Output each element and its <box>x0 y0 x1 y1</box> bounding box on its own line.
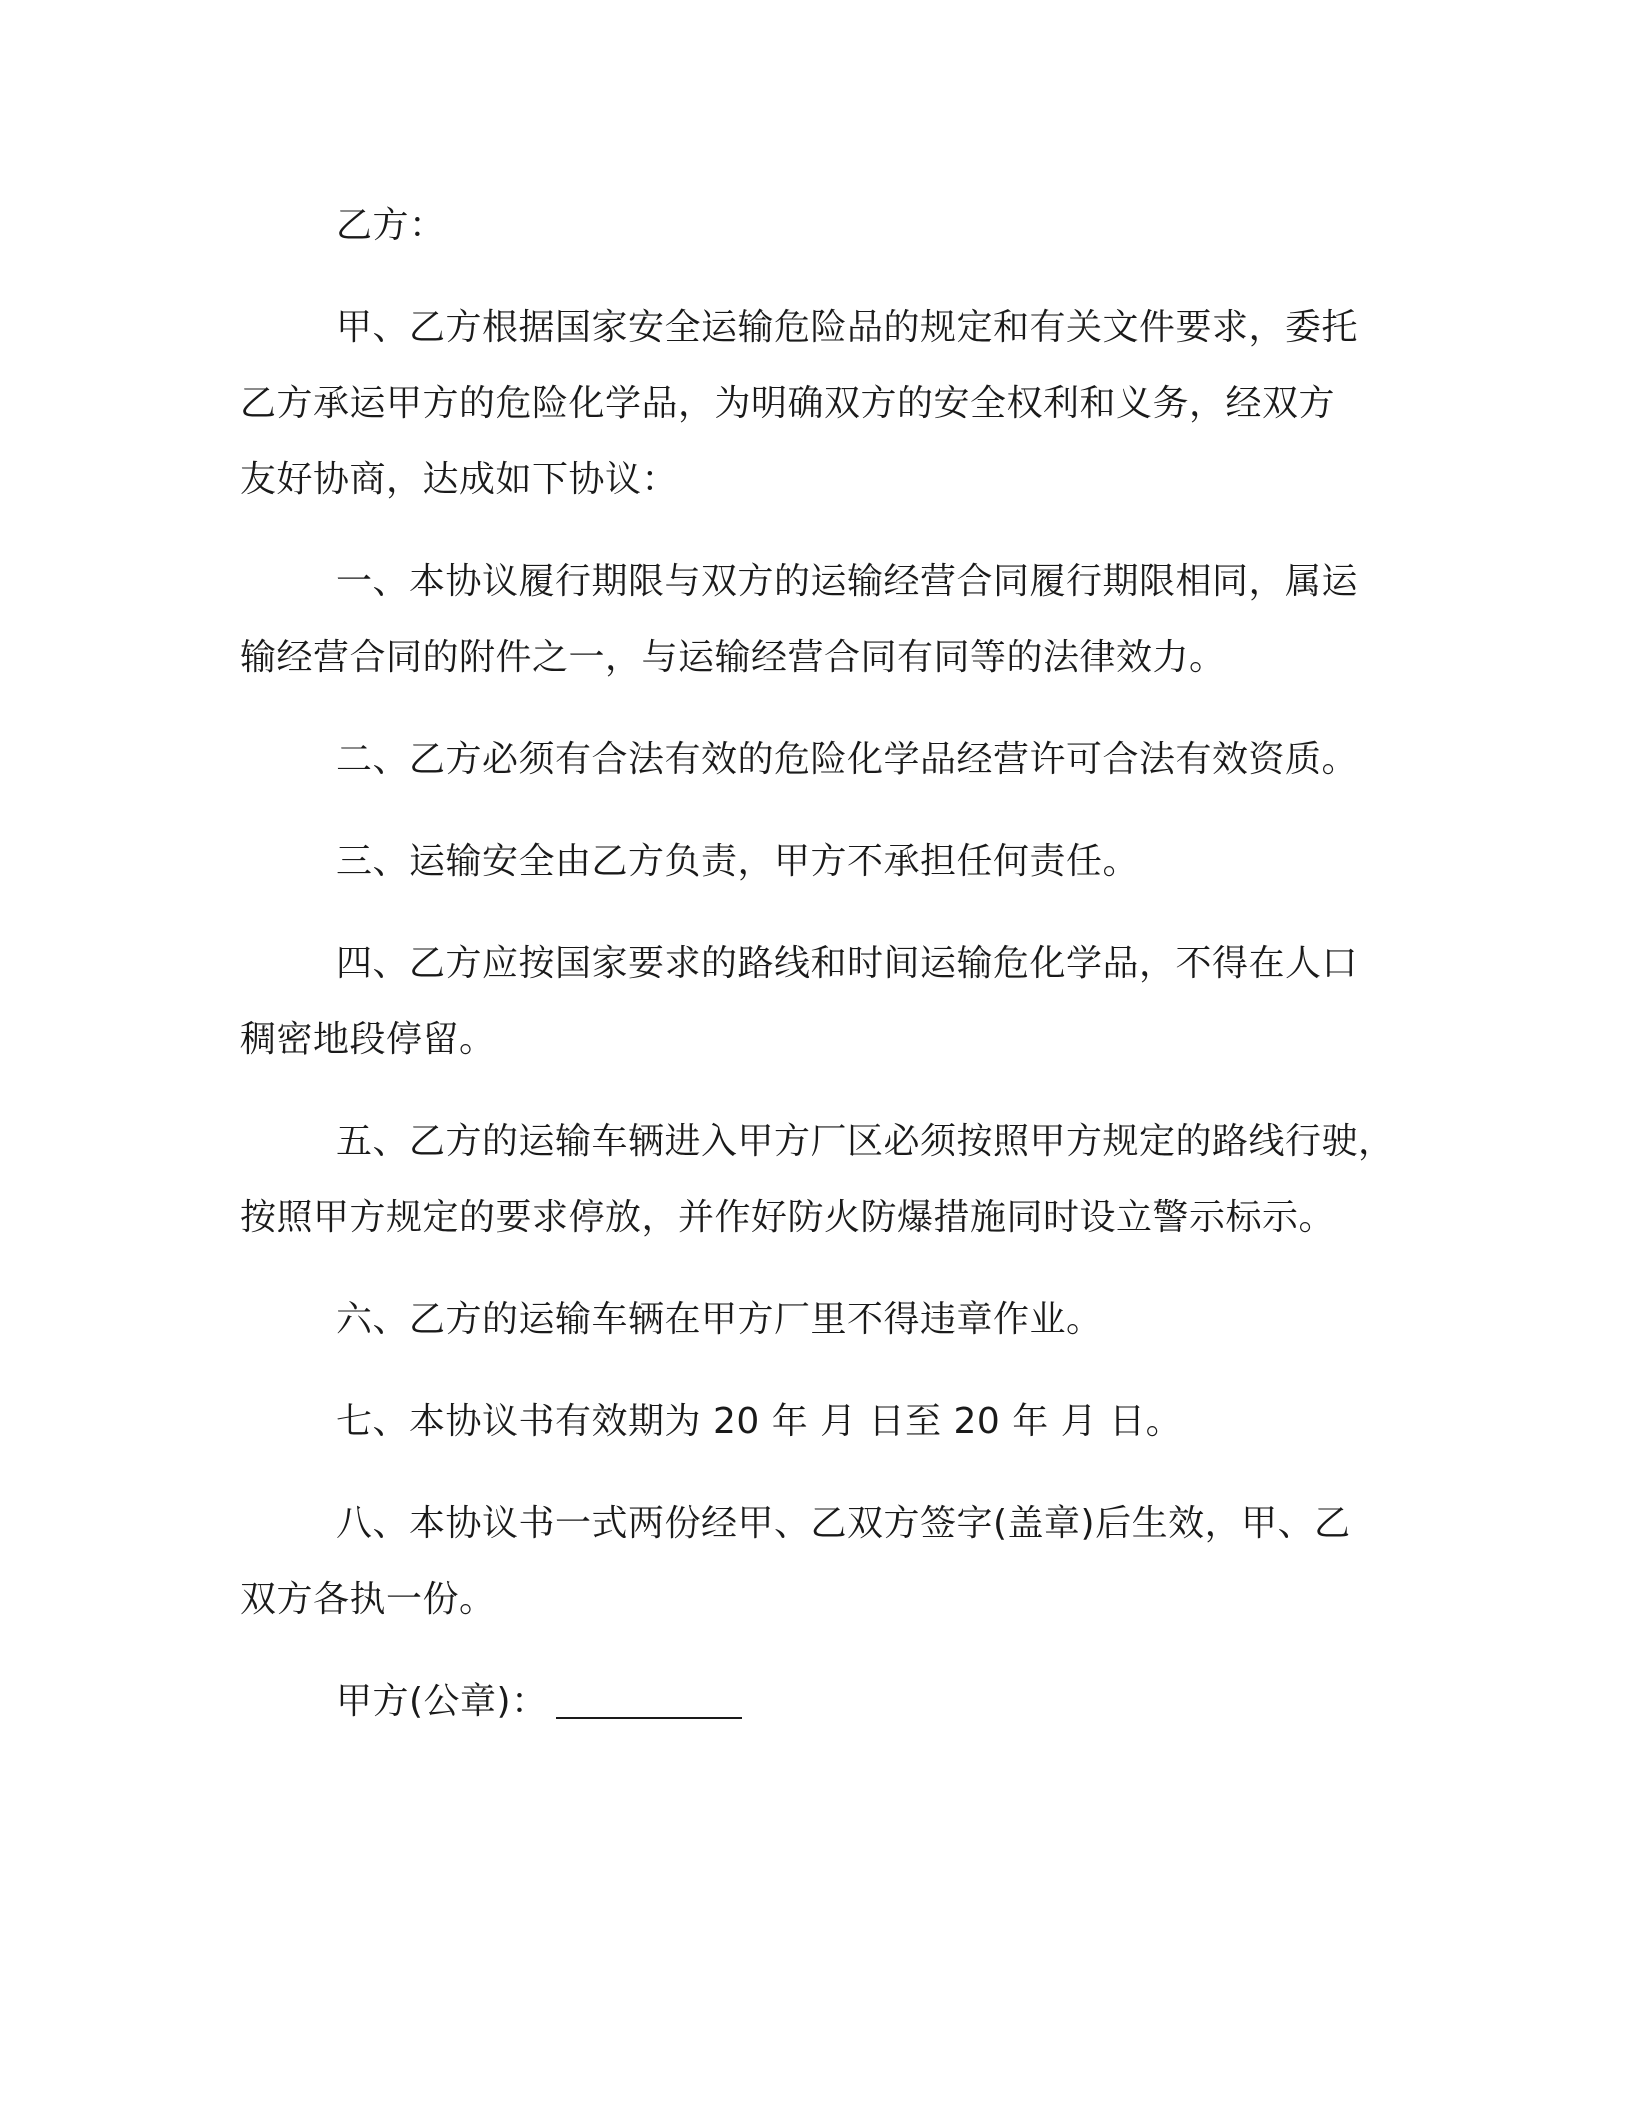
clause-4-line-2: 稠密地段停留。 <box>240 1019 496 1060</box>
clause-5 <box>240 1104 1410 1256</box>
clause-3: 三、运输安全由乙方负责，甲方不承担任何责任。 <box>336 841 1140 882</box>
party-a-seal-line <box>240 1664 1410 1740</box>
clause-7: 七、本协议书有效期为 20 年 月 日至 20 年 月 日。 <box>336 1401 1183 1442</box>
intro-line-2: 乙方承运甲方的危险化学品，为明确双方的安全权利和义务，经双方 <box>240 383 1336 424</box>
clause-1 <box>240 544 1410 696</box>
signature-blank[interactable] <box>556 1677 742 1719</box>
clause-4-line-1: 四、乙方应按国家要求的路线和时间运输危化学品，不得在人口 <box>336 943 1359 984</box>
intro-line-3: 友好协商，达成如下协议： <box>240 459 679 500</box>
clause-2: 二、乙方必须有合法有效的危险化学品经营许可合法有效资质。 <box>336 739 1359 780</box>
clause-4 <box>240 926 1410 1078</box>
party-a-seal-label: 甲方(公章)： <box>336 1681 548 1722</box>
clause-1-line-2: 输经营合同的附件之一，与运输经营合同有同等的法律效力。 <box>240 637 1226 678</box>
clause-8-line-2: 双方各执一份。 <box>240 1579 496 1620</box>
party-b-label: 乙方： <box>336 205 446 246</box>
clause-6: 六、乙方的运输车辆在甲方厂里不得违章作业。 <box>336 1299 1103 1340</box>
intro-paragraph <box>240 290 1410 518</box>
clause-1-line-1: 一、本协议履行期限与双方的运输经营合同履行期限相同，属运 <box>336 561 1359 602</box>
clause-8 <box>240 1486 1410 1638</box>
clause-8-line-1: 八、本协议书一式两份经甲、乙双方签字(盖章)后生效，甲、乙 <box>336 1503 1351 1544</box>
intro-line-1: 甲、乙方根据国家安全运输危险品的规定和有关文件要求，委托 <box>336 307 1359 348</box>
document-body <box>240 188 1410 1766</box>
clause-5-line-1: 五、乙方的运输车辆进入甲方厂区必须按照甲方规定的路线行驶， <box>336 1121 1395 1162</box>
clause-5-line-2: 按照甲方规定的要求停放，并作好防火防爆措施同时设立警示标示。 <box>240 1197 1336 1238</box>
